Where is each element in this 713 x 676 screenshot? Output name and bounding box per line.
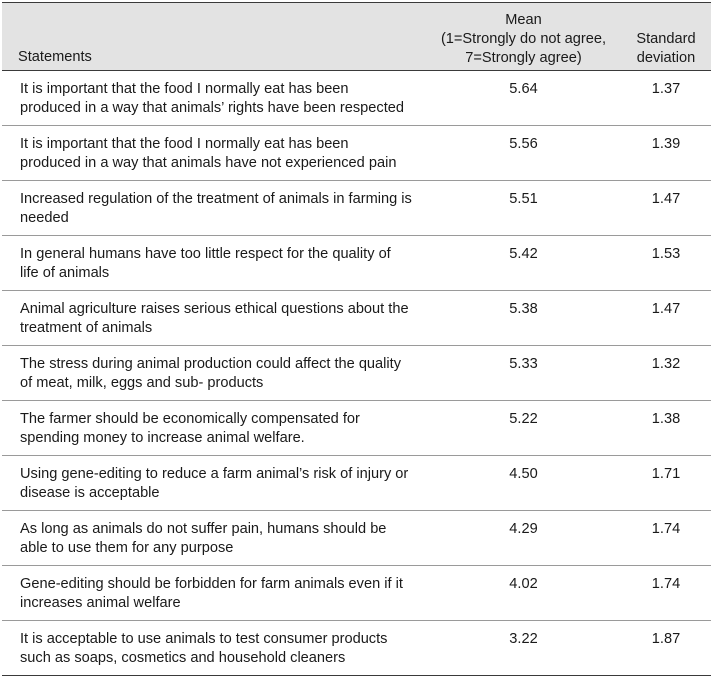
sd-cell: 1.74	[651, 576, 681, 592]
sd-cell: 1.47	[651, 301, 681, 317]
table-body	[2, 71, 711, 676]
mean-cell: 5.42	[509, 246, 538, 262]
table-row	[2, 401, 711, 456]
sd-cell: 1.32	[651, 356, 681, 372]
table-row	[2, 181, 711, 236]
statement-cell: It is important that the food I normally eat has been produced in a way that animals’ rights have been respected	[20, 81, 404, 116]
sd-cell: 1.53	[651, 246, 681, 262]
table-row	[2, 456, 711, 511]
statement-cell: It is important that the food I normally eat has been produced in a way that animals have not experienced pain	[20, 136, 397, 171]
table-row	[2, 291, 711, 346]
table-row	[2, 236, 711, 291]
statement-cell: As long as animals do not suffer pain, humans should be able to use them for any purpose	[20, 521, 387, 556]
header-mean	[426, 3, 621, 71]
statement-cell: Increased regulation of the treatment of animals in farming is needed	[20, 191, 412, 226]
sd-cell: 1.47	[651, 191, 681, 207]
statement-cell: The farmer should be economically compensated for spending money to increase animal welfare.	[20, 411, 360, 446]
header-mean-line: (1=Strongly do not agree,	[440, 31, 607, 47]
header-sd-line: deviation	[636, 50, 696, 66]
table-row	[2, 346, 711, 401]
mean-cell: 3.22	[509, 631, 538, 647]
mean-cell: 5.51	[509, 191, 538, 207]
statement-cell: It is acceptable to use animals to test consumer products such as soaps, cosmetics and household cleaners	[20, 631, 388, 666]
mean-cell: 4.50	[509, 466, 538, 482]
sd-cell: 1.37	[651, 81, 681, 97]
table-row	[2, 566, 711, 621]
mean-cell: 5.22	[509, 411, 538, 427]
sd-cell: 1.39	[651, 136, 681, 152]
statements-table-container	[2, 2, 711, 676]
statement-cell: Animal agriculture raises serious ethical questions about the treatment of animals	[20, 301, 409, 336]
header-standard-deviation	[621, 3, 711, 71]
statement-cell: Gene-editing should be forbidden for farm animals even if it increases animal welfare	[20, 576, 403, 611]
sd-cell: 1.74	[651, 521, 681, 537]
header-statements: Statements	[18, 49, 92, 65]
sd-cell: 1.71	[651, 466, 681, 482]
header-sd-line: Standard	[636, 31, 696, 47]
mean-cell: 5.56	[509, 136, 538, 152]
table-row	[2, 126, 711, 181]
mean-cell: 4.02	[509, 576, 538, 592]
statement-cell: Using gene-editing to reduce a farm animal’s risk of injury or disease is acceptable	[20, 466, 409, 501]
mean-cell: 5.38	[509, 301, 538, 317]
mean-cell: 5.64	[509, 81, 538, 97]
table-header	[2, 3, 711, 71]
table-row	[2, 621, 711, 676]
header-row	[2, 3, 711, 71]
sd-cell: 1.38	[651, 411, 681, 427]
statement-cell: The stress during animal production could affect the quality of meat, milk, eggs and sub- products	[20, 356, 402, 391]
table-row	[2, 511, 711, 566]
statements-table	[2, 2, 711, 676]
mean-cell: 4.29	[509, 521, 538, 537]
mean-cell: 5.33	[509, 356, 538, 372]
header-mean-line: 7=Strongly agree)	[465, 50, 582, 66]
sd-cell: 1.87	[651, 631, 681, 647]
table-row	[2, 71, 711, 126]
statement-cell: In general humans have too little respect for the quality of life of animals	[20, 246, 391, 281]
header-mean-line: Mean	[505, 12, 542, 28]
